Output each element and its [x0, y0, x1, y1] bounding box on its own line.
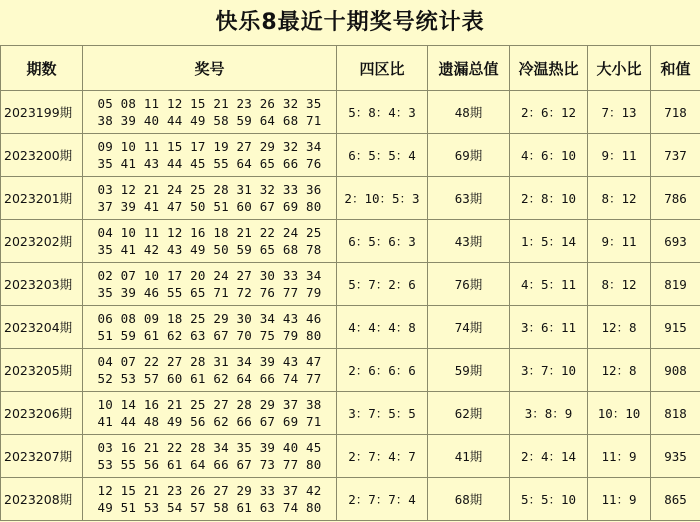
temp-ratio-cell: 5：5：10 — [510, 478, 588, 521]
header-size-ratio: 大小比 — [588, 46, 651, 91]
numbers-cell — [83, 435, 337, 478]
numbers-line: 06 08 09 18 25 29 30 34 43 46 — [97, 311, 322, 326]
size-ratio-cell: 8：12 — [588, 177, 651, 220]
numbers-line: 12 15 21 23 26 27 29 33 37 42 — [97, 483, 322, 498]
issue-cell: 2023205期 — [1, 349, 83, 392]
header-issue: 期数 — [1, 46, 83, 91]
issue-cell: 2023207期 — [1, 435, 83, 478]
sum-cell: 915 — [651, 306, 700, 349]
sum-cell: 693 — [651, 220, 700, 263]
sum-cell: 865 — [651, 478, 700, 521]
issue-cell: 2023203期 — [1, 263, 83, 306]
numbers-line: 35 41 43 44 45 55 64 65 66 76 — [97, 156, 322, 171]
temp-ratio-cell: 4：6：10 — [510, 134, 588, 177]
miss-total-cell: 48期 — [428, 91, 510, 134]
numbers-cell — [83, 349, 337, 392]
sum-cell: 908 — [651, 349, 700, 392]
issue-cell: 2023202期 — [1, 220, 83, 263]
numbers-line: 05 08 11 12 15 21 23 26 32 35 — [97, 96, 322, 111]
numbers-line: 10 14 16 21 25 27 28 29 37 38 — [97, 397, 322, 412]
numbers-line: 41 44 48 49 56 62 66 67 69 71 — [97, 414, 322, 429]
issue-cell: 2023200期 — [1, 134, 83, 177]
numbers-line: 53 55 56 61 64 66 67 73 77 80 — [97, 457, 322, 472]
numbers-line: 35 41 42 43 49 50 59 65 68 78 — [97, 242, 322, 257]
size-ratio-cell: 7：13 — [588, 91, 651, 134]
temp-ratio-cell: 3：6：11 — [510, 306, 588, 349]
zone-ratio-cell: 2：6：6：6 — [337, 349, 428, 392]
size-ratio-cell: 8：12 — [588, 263, 651, 306]
miss-total-cell: 43期 — [428, 220, 510, 263]
issue-cell: 2023199期 — [1, 91, 83, 134]
table-row — [1, 263, 700, 306]
numbers-line: 52 53 57 60 61 62 64 66 74 77 — [97, 371, 322, 386]
temp-ratio-cell: 2：4：14 — [510, 435, 588, 478]
miss-total-cell: 76期 — [428, 263, 510, 306]
numbers-line: 51 59 61 62 63 67 70 75 79 80 — [97, 328, 322, 343]
zone-ratio-cell: 6：5：5：4 — [337, 134, 428, 177]
table-row — [1, 306, 700, 349]
numbers-line: 04 10 11 12 16 18 21 22 24 25 — [97, 225, 322, 240]
zone-ratio-cell: 2：7：4：7 — [337, 435, 428, 478]
table-row — [1, 478, 700, 521]
table-row — [1, 134, 700, 177]
temp-ratio-cell: 2：6：12 — [510, 91, 588, 134]
size-ratio-cell: 9：11 — [588, 134, 651, 177]
numbers-line: 38 39 40 44 49 58 59 64 68 71 — [97, 113, 322, 128]
size-ratio-cell: 10：10 — [588, 392, 651, 435]
numbers-line: 35 39 46 55 65 71 72 76 77 79 — [97, 285, 322, 300]
header-sum: 和值 — [651, 46, 700, 91]
zone-ratio-cell: 4：4：4：8 — [337, 306, 428, 349]
size-ratio-cell: 11：9 — [588, 435, 651, 478]
table-row — [1, 392, 700, 435]
numbers-line: 02 07 10 17 20 24 27 30 33 34 — [97, 268, 322, 283]
zone-ratio-cell: 2：7：7：4 — [337, 478, 428, 521]
numbers-line: 49 51 53 54 57 58 61 63 74 80 — [97, 500, 322, 515]
numbers-line: 37 39 41 47 50 51 60 67 69 80 — [97, 199, 322, 214]
numbers-cell — [83, 392, 337, 435]
sum-cell: 718 — [651, 91, 700, 134]
size-ratio-cell: 12：8 — [588, 349, 651, 392]
zone-ratio-cell: 6：5：6：3 — [337, 220, 428, 263]
size-ratio-cell: 12：8 — [588, 306, 651, 349]
zone-ratio-cell: 5：7：2：6 — [337, 263, 428, 306]
numbers-cell — [83, 177, 337, 220]
numbers-cell — [83, 91, 337, 134]
issue-cell: 2023204期 — [1, 306, 83, 349]
header-numbers: 奖号 — [83, 46, 337, 91]
numbers-line: 03 12 21 24 25 28 31 32 33 36 — [97, 182, 322, 197]
table-row — [1, 177, 700, 220]
numbers-cell — [83, 263, 337, 306]
miss-total-cell: 62期 — [428, 392, 510, 435]
issue-cell: 2023208期 — [1, 478, 83, 521]
miss-total-cell: 63期 — [428, 177, 510, 220]
miss-total-cell: 74期 — [428, 306, 510, 349]
size-ratio-cell: 9：11 — [588, 220, 651, 263]
zone-ratio-cell: 5：8：4：3 — [337, 91, 428, 134]
header-row — [1, 46, 700, 91]
page-title: 快乐8最近十期奖号统计表 — [215, 10, 485, 35]
sum-cell: 935 — [651, 435, 700, 478]
sum-cell: 819 — [651, 263, 700, 306]
header-miss-total: 遗漏总值 — [428, 46, 510, 91]
header-zone-ratio: 四区比 — [337, 46, 428, 91]
miss-total-cell: 59期 — [428, 349, 510, 392]
numbers-line: 09 10 11 15 17 19 27 29 32 34 — [97, 139, 322, 154]
table-row — [1, 220, 700, 263]
zone-ratio-cell: 2：10：5：3 — [337, 177, 428, 220]
numbers-line: 03 16 21 22 28 34 35 39 40 45 — [97, 440, 322, 455]
temp-ratio-cell: 1：5：14 — [510, 220, 588, 263]
numbers-line: 04 07 22 27 28 31 34 39 43 47 — [97, 354, 322, 369]
sum-cell: 786 — [651, 177, 700, 220]
numbers-cell — [83, 220, 337, 263]
numbers-cell — [83, 306, 337, 349]
temp-ratio-cell: 2：8：10 — [510, 177, 588, 220]
zone-ratio-cell: 3：7：5：5 — [337, 392, 428, 435]
temp-ratio-cell: 3：8：9 — [510, 392, 588, 435]
miss-total-cell: 41期 — [428, 435, 510, 478]
issue-cell: 2023206期 — [1, 392, 83, 435]
numbers-cell — [83, 134, 337, 177]
table-row — [1, 91, 700, 134]
sum-cell: 818 — [651, 392, 700, 435]
issue-cell: 2023201期 — [1, 177, 83, 220]
temp-ratio-cell: 4：5：11 — [510, 263, 588, 306]
miss-total-cell: 68期 — [428, 478, 510, 521]
miss-total-cell: 69期 — [428, 134, 510, 177]
temp-ratio-cell: 3：7：10 — [510, 349, 588, 392]
table-row — [1, 435, 700, 478]
numbers-cell — [83, 478, 337, 521]
table-row — [1, 349, 700, 392]
draw-stats-table — [0, 45, 700, 521]
size-ratio-cell: 11：9 — [588, 478, 651, 521]
sum-cell: 737 — [651, 134, 700, 177]
header-temp-ratio: 冷温热比 — [510, 46, 588, 91]
